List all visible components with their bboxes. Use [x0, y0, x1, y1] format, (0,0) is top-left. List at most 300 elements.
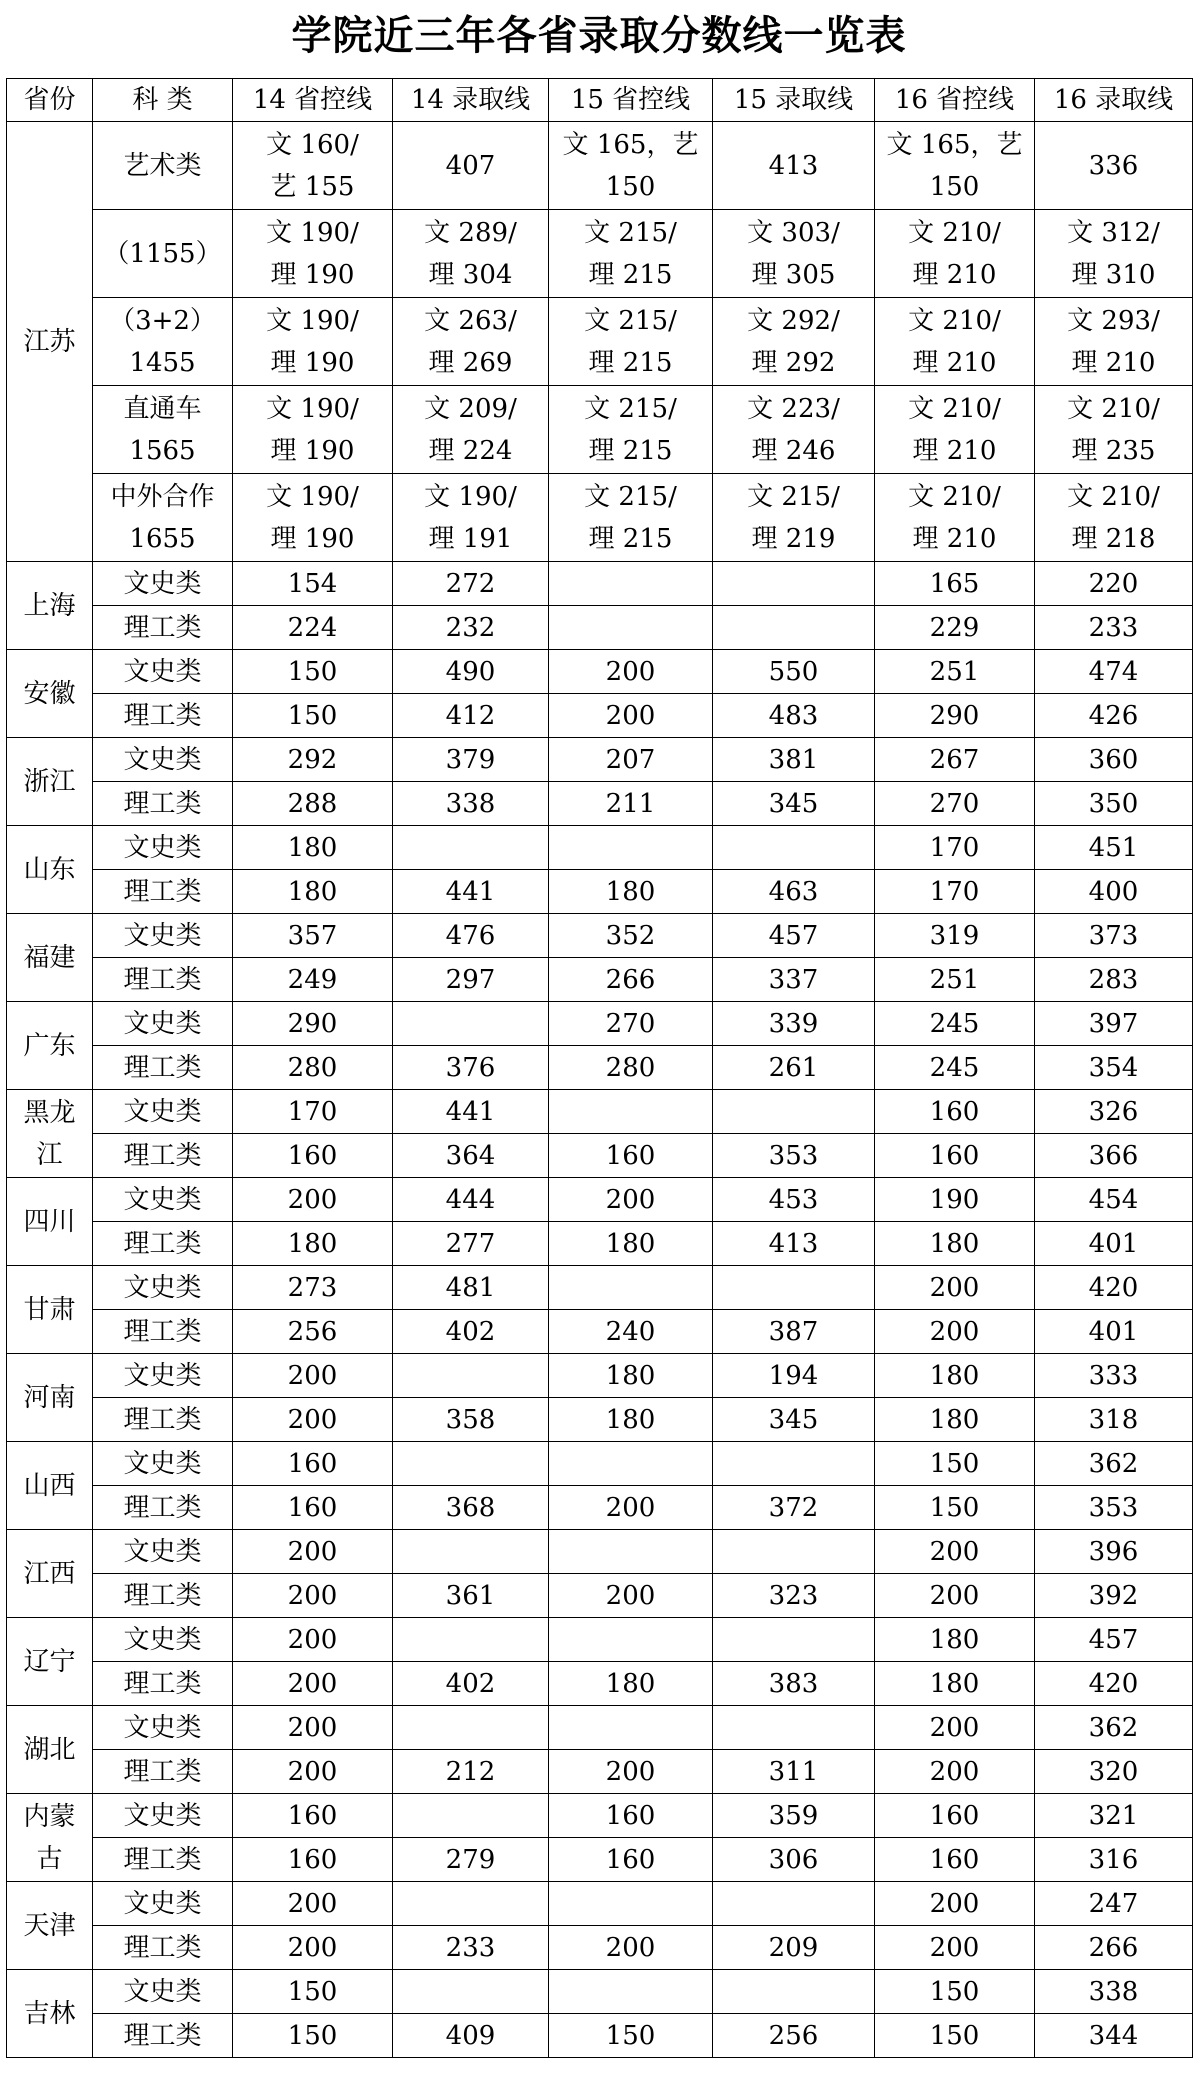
- score-cell: 160: [875, 1134, 1035, 1178]
- score-cell: 200: [875, 1706, 1035, 1750]
- score-cell: [549, 1970, 713, 2014]
- table-row: [7, 1486, 1193, 1530]
- score-cell: 150: [233, 2014, 393, 2058]
- cell-line: 理 190: [270, 435, 355, 466]
- score-cell: 200: [233, 1178, 393, 1222]
- score-cell: 337: [713, 958, 875, 1002]
- score-cell: [393, 1970, 549, 2014]
- score-cell: 180: [233, 1222, 393, 1266]
- cell-line: 文 223/: [747, 393, 840, 424]
- cell-line: 文 209/: [424, 393, 517, 424]
- score-cell: [713, 1266, 875, 1310]
- table-header-row: [7, 79, 1193, 122]
- score-cell: [549, 1090, 713, 1134]
- category-cell: 理工类: [93, 1486, 233, 1530]
- score-cell: [233, 386, 393, 474]
- cell-line: 理 210: [912, 347, 997, 378]
- cell-line: 文 292/: [747, 305, 840, 336]
- table-row: [7, 1266, 1193, 1310]
- score-cell: 180: [875, 1662, 1035, 1706]
- score-cell: 550: [713, 650, 875, 694]
- score-cell: 200: [875, 1882, 1035, 1926]
- province-cell: 浙江: [7, 738, 93, 826]
- score-cell: 352: [549, 914, 713, 958]
- category-cell: 文史类: [93, 1970, 233, 2014]
- score-cell: 150: [233, 694, 393, 738]
- score-cell: 160: [875, 1794, 1035, 1838]
- score-cell: 160: [549, 1134, 713, 1178]
- score-cell: [393, 1618, 549, 1662]
- score-cell: [1035, 210, 1193, 298]
- score-cell: [549, 606, 713, 650]
- cell-line: 理 304: [428, 259, 513, 290]
- score-cell: 279: [393, 1838, 549, 1882]
- score-cell: 200: [875, 1530, 1035, 1574]
- table-row: [7, 782, 1193, 826]
- score-cell: [713, 1706, 875, 1750]
- cell-line: 文 215/: [584, 305, 677, 336]
- score-cell: 483: [713, 694, 875, 738]
- category-cell: 文史类: [93, 1618, 233, 1662]
- cell-line: 江: [36, 1139, 63, 1170]
- score-cell: 160: [233, 1838, 393, 1882]
- score-cell: 277: [393, 1222, 549, 1266]
- category-cell: 理工类: [93, 1750, 233, 1794]
- score-cell: 453: [713, 1178, 875, 1222]
- score-cell: 180: [549, 1662, 713, 1706]
- cell-line: 理 235: [1071, 435, 1156, 466]
- table-row: [7, 474, 1193, 562]
- score-cell: [713, 1970, 875, 2014]
- category-cell: 文史类: [93, 738, 233, 782]
- score-cell: 316: [1035, 1838, 1193, 1882]
- score-cell: 160: [875, 1838, 1035, 1882]
- header-15-admission-line: 15 录取线: [713, 79, 875, 122]
- cell-line: 古: [36, 1843, 63, 1874]
- score-cell: 180: [549, 870, 713, 914]
- cell-line: 文 215/: [584, 217, 677, 248]
- score-cell: 441: [393, 1090, 549, 1134]
- score-cell: 150: [875, 1486, 1035, 1530]
- score-cell: 180: [549, 1398, 713, 1442]
- cell-line: 理 224: [428, 435, 513, 466]
- score-cell: 200: [549, 1750, 713, 1794]
- score-cell: 200: [233, 1706, 393, 1750]
- score-cell: 190: [875, 1178, 1035, 1222]
- table-row: [7, 606, 1193, 650]
- score-cell: 358: [393, 1398, 549, 1442]
- category-cell: 文史类: [93, 1354, 233, 1398]
- score-cell: 249: [233, 958, 393, 1002]
- score-cell: [1035, 474, 1193, 562]
- province-cell: 江西: [7, 1530, 93, 1618]
- score-cell: [549, 1618, 713, 1662]
- cell-line: 150: [605, 171, 656, 202]
- table-row: [7, 1354, 1193, 1398]
- score-cell: 283: [1035, 958, 1193, 1002]
- cell-line: 理 246: [751, 435, 836, 466]
- score-cell: [393, 298, 549, 386]
- score-cell: 368: [393, 1486, 549, 1530]
- cell-line: 文 190/: [266, 217, 359, 248]
- province-cell: 甘肃: [7, 1266, 93, 1354]
- score-cell: 180: [549, 1222, 713, 1266]
- province-cell: 吉林: [7, 1970, 93, 2058]
- score-cell: 209: [713, 1926, 875, 1970]
- score-cell: 150: [233, 1970, 393, 2014]
- score-cell: 338: [393, 782, 549, 826]
- category-cell: 文史类: [93, 1882, 233, 1926]
- score-cell: 160: [233, 1134, 393, 1178]
- score-cell: 160: [233, 1794, 393, 1838]
- score-cell: 160: [549, 1794, 713, 1838]
- cell-line: 文 165，艺: [886, 129, 1023, 160]
- score-cell: 180: [875, 1354, 1035, 1398]
- score-cell: 359: [713, 1794, 875, 1838]
- score-cell: 364: [393, 1134, 549, 1178]
- score-cell: 165: [875, 562, 1035, 606]
- score-cell: 402: [393, 1310, 549, 1354]
- score-cell: 372: [713, 1486, 875, 1530]
- category-cell: 理工类: [93, 1046, 233, 1090]
- cell-line: 理 210: [1071, 347, 1156, 378]
- header-category: 科 类: [93, 79, 233, 122]
- header-16-admission-line: 16 录取线: [1035, 79, 1193, 122]
- admission-score-table: [6, 78, 1193, 2058]
- score-cell: 266: [1035, 1926, 1193, 1970]
- score-cell: 339: [713, 1002, 875, 1046]
- score-cell: 401: [1035, 1310, 1193, 1354]
- score-cell: 350: [1035, 782, 1193, 826]
- province-cell: 江苏: [7, 122, 93, 562]
- score-cell: 451: [1035, 826, 1193, 870]
- cell-line: 文 215/: [747, 481, 840, 512]
- table-row: [7, 1002, 1193, 1046]
- table-row: [7, 386, 1193, 474]
- header-14-admission-line: 14 录取线: [393, 79, 549, 122]
- category-cell: 理工类: [93, 1398, 233, 1442]
- score-cell: [549, 1706, 713, 1750]
- cell-line: 中外合作: [110, 481, 215, 512]
- score-cell: 319: [875, 914, 1035, 958]
- cell-line: 文 210/: [908, 305, 1001, 336]
- cell-line: 文 215/: [584, 393, 677, 424]
- score-cell: [233, 210, 393, 298]
- score-cell: 267: [875, 738, 1035, 782]
- score-cell: 402: [393, 1662, 549, 1706]
- score-cell: [1035, 298, 1193, 386]
- score-cell: 240: [549, 1310, 713, 1354]
- category-cell: 文史类: [93, 1090, 233, 1134]
- score-cell: 362: [1035, 1706, 1193, 1750]
- category-cell: [93, 386, 233, 474]
- table-row: [7, 694, 1193, 738]
- score-cell: 200: [549, 650, 713, 694]
- score-cell: 376: [393, 1046, 549, 1090]
- score-cell: [233, 474, 393, 562]
- category-cell: 理工类: [93, 606, 233, 650]
- table-row: [7, 738, 1193, 782]
- score-cell: 321: [1035, 1794, 1193, 1838]
- table-row: [7, 1838, 1193, 1882]
- score-cell: 247: [1035, 1882, 1193, 1926]
- score-cell: 170: [233, 1090, 393, 1134]
- cell-line: 直通车: [123, 393, 202, 424]
- score-cell: 200: [233, 1882, 393, 1926]
- score-cell: 292: [233, 738, 393, 782]
- header-14-control-line: 14 省控线: [233, 79, 393, 122]
- cell-line: 理 210: [912, 259, 997, 290]
- score-cell: 200: [233, 1530, 393, 1574]
- category-cell: 文史类: [93, 650, 233, 694]
- table-row: [7, 1178, 1193, 1222]
- score-cell: [549, 122, 713, 210]
- category-cell: 理工类: [93, 1574, 233, 1618]
- score-cell: 379: [393, 738, 549, 782]
- score-cell: 180: [233, 826, 393, 870]
- header-16-control-line: 16 省控线: [875, 79, 1035, 122]
- cell-line: 文 263/: [424, 305, 517, 336]
- score-cell: 323: [713, 1574, 875, 1618]
- table-row: [7, 1046, 1193, 1090]
- category-cell: 文史类: [93, 562, 233, 606]
- score-cell: 270: [875, 782, 1035, 826]
- score-cell: [393, 386, 549, 474]
- score-cell: [393, 1002, 549, 1046]
- score-cell: 318: [1035, 1398, 1193, 1442]
- score-cell: 273: [233, 1266, 393, 1310]
- score-cell: 441: [393, 870, 549, 914]
- province-cell: 四川: [7, 1178, 93, 1266]
- score-cell: 362: [1035, 1442, 1193, 1486]
- score-cell: 297: [393, 958, 549, 1002]
- table-row: [7, 210, 1193, 298]
- score-cell: 200: [875, 1266, 1035, 1310]
- score-cell: 345: [713, 1398, 875, 1442]
- score-cell: 170: [875, 826, 1035, 870]
- score-cell: 200: [549, 1926, 713, 1970]
- cell-line: 理 305: [751, 259, 836, 290]
- category-cell: 理工类: [93, 1134, 233, 1178]
- score-cell: 150: [875, 1970, 1035, 2014]
- score-cell: 457: [1035, 1618, 1193, 1662]
- score-cell: [549, 1442, 713, 1486]
- province-cell: 河南: [7, 1354, 93, 1442]
- score-cell: 200: [233, 1398, 393, 1442]
- score-cell: 373: [1035, 914, 1193, 958]
- score-cell: 481: [393, 1266, 549, 1310]
- score-cell: 454: [1035, 1178, 1193, 1222]
- score-cell: [713, 1090, 875, 1134]
- cell-line: 文 190/: [266, 305, 359, 336]
- province-cell: [7, 1090, 93, 1178]
- cell-line: 文 210/: [1067, 481, 1160, 512]
- score-cell: 357: [233, 914, 393, 958]
- score-cell: 392: [1035, 1574, 1193, 1618]
- score-cell: 401: [1035, 1222, 1193, 1266]
- cell-line: 理 191: [428, 523, 513, 554]
- category-cell: 文史类: [93, 1002, 233, 1046]
- score-cell: [393, 1530, 549, 1574]
- cell-line: 理 310: [1071, 259, 1156, 290]
- score-cell: 229: [875, 606, 1035, 650]
- province-cell: 山东: [7, 826, 93, 914]
- score-cell: 160: [233, 1486, 393, 1530]
- score-cell: 353: [1035, 1486, 1193, 1530]
- score-cell: 333: [1035, 1354, 1193, 1398]
- score-cell: 200: [233, 1574, 393, 1618]
- score-cell: 463: [713, 870, 875, 914]
- score-cell: [393, 826, 549, 870]
- category-cell: 文史类: [93, 1794, 233, 1838]
- cell-line: 理 190: [270, 347, 355, 378]
- score-cell: 180: [875, 1222, 1035, 1266]
- score-cell: [713, 606, 875, 650]
- score-cell: 344: [1035, 2014, 1193, 2058]
- table-row: [7, 1970, 1193, 2014]
- score-cell: 154: [233, 562, 393, 606]
- cell-line: 文 210/: [908, 393, 1001, 424]
- score-cell: 397: [1035, 1002, 1193, 1046]
- score-cell: 207: [549, 738, 713, 782]
- category-cell: 理工类: [93, 870, 233, 914]
- category-cell: 文史类: [93, 914, 233, 958]
- score-cell: 306: [713, 1838, 875, 1882]
- table-row: [7, 914, 1193, 958]
- cell-line: 1655: [129, 523, 196, 554]
- score-cell: [875, 298, 1035, 386]
- score-cell: [393, 210, 549, 298]
- score-cell: 200: [549, 694, 713, 738]
- category-cell: 理工类: [93, 694, 233, 738]
- score-cell: 290: [875, 694, 1035, 738]
- cell-line: 理 210: [912, 523, 997, 554]
- cell-line: 理 269: [428, 347, 513, 378]
- score-cell: [393, 1354, 549, 1398]
- score-cell: 361: [393, 1574, 549, 1618]
- table-row: [7, 1134, 1193, 1178]
- score-cell: [393, 1794, 549, 1838]
- score-cell: 200: [875, 1926, 1035, 1970]
- cell-line: 文 210/: [908, 217, 1001, 248]
- score-cell: [713, 562, 875, 606]
- category-cell: 理工类: [93, 2014, 233, 2058]
- cell-line: 文 210/: [908, 481, 1001, 512]
- score-cell: 194: [713, 1354, 875, 1398]
- category-cell: 理工类: [93, 1310, 233, 1354]
- score-cell: [549, 210, 713, 298]
- score-cell: 200: [875, 1750, 1035, 1794]
- score-cell: 353: [713, 1134, 875, 1178]
- score-cell: [713, 386, 875, 474]
- score-cell: 180: [875, 1398, 1035, 1442]
- table-row: [7, 562, 1193, 606]
- province-cell: 广东: [7, 1002, 93, 1090]
- score-cell: 200: [233, 1750, 393, 1794]
- province-cell: [7, 1794, 93, 1882]
- category-cell: 理工类: [93, 958, 233, 1002]
- score-cell: 407: [393, 122, 549, 210]
- score-cell: 211: [549, 782, 713, 826]
- cell-line: 150: [929, 171, 980, 202]
- score-cell: [713, 298, 875, 386]
- cell-line: 艺 155: [270, 171, 355, 202]
- category-cell: 理工类: [93, 1662, 233, 1706]
- score-cell: 251: [875, 650, 1035, 694]
- score-cell: 160: [233, 1442, 393, 1486]
- score-cell: [549, 826, 713, 870]
- score-cell: 160: [549, 1838, 713, 1882]
- table-row: [7, 2014, 1193, 2058]
- score-cell: 420: [1035, 1662, 1193, 1706]
- table-row: [7, 1090, 1193, 1134]
- score-cell: 354: [1035, 1046, 1193, 1090]
- score-cell: 261: [713, 1046, 875, 1090]
- table-row: [7, 1706, 1193, 1750]
- score-cell: [549, 386, 713, 474]
- score-cell: [875, 386, 1035, 474]
- score-cell: [713, 1882, 875, 1926]
- category-cell: 文史类: [93, 1706, 233, 1750]
- score-cell: [713, 1618, 875, 1662]
- score-cell: [549, 562, 713, 606]
- score-cell: 233: [1035, 606, 1193, 650]
- score-cell: [393, 474, 549, 562]
- score-cell: 233: [393, 1926, 549, 1970]
- score-cell: 474: [1035, 650, 1193, 694]
- score-cell: [1035, 386, 1193, 474]
- score-cell: 245: [875, 1046, 1035, 1090]
- table-row: [7, 958, 1193, 1002]
- province-cell: 山西: [7, 1442, 93, 1530]
- category-cell: [93, 474, 233, 562]
- cell-line: 1565: [129, 435, 196, 466]
- table-row: [7, 1222, 1193, 1266]
- table-row: [7, 1662, 1193, 1706]
- header-province: 省份: [7, 79, 93, 122]
- category-cell: 艺术类: [93, 122, 233, 210]
- score-cell: [549, 1882, 713, 1926]
- cell-line: 文 303/: [747, 217, 840, 248]
- table-row: [7, 826, 1193, 870]
- cell-line: 理 292: [751, 347, 836, 378]
- cell-line: 内蒙: [23, 1801, 76, 1832]
- score-cell: 256: [233, 1310, 393, 1354]
- score-cell: 426: [1035, 694, 1193, 738]
- score-cell: [713, 826, 875, 870]
- score-cell: 345: [713, 782, 875, 826]
- province-cell: 安徽: [7, 650, 93, 738]
- cell-line: 文 160/: [266, 129, 359, 160]
- score-cell: 311: [713, 1750, 875, 1794]
- score-cell: 200: [233, 1662, 393, 1706]
- cell-line: 理 215: [588, 259, 673, 290]
- table-row: [7, 1750, 1193, 1794]
- score-cell: [393, 1706, 549, 1750]
- score-cell: 280: [233, 1046, 393, 1090]
- category-cell: [93, 298, 233, 386]
- score-cell: [393, 1442, 549, 1486]
- cell-line: 文 312/: [1067, 217, 1160, 248]
- cell-line: 文 289/: [424, 217, 517, 248]
- province-cell: 福建: [7, 914, 93, 1002]
- score-cell: 383: [713, 1662, 875, 1706]
- score-cell: 413: [713, 1222, 875, 1266]
- score-cell: [875, 122, 1035, 210]
- cell-line: 文 165，艺: [562, 129, 699, 160]
- score-cell: 150: [875, 2014, 1035, 2058]
- score-cell: 256: [713, 2014, 875, 2058]
